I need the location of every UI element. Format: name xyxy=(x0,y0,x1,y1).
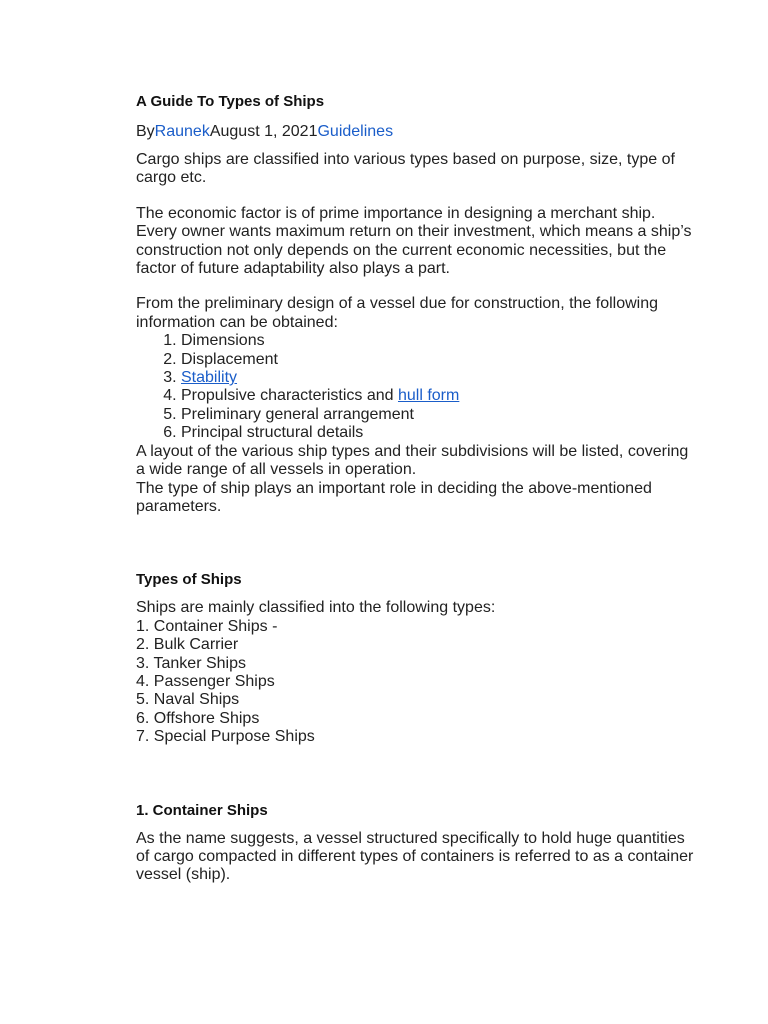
economic-paragraph: The economic factor is of prime importance in designing a merchant ship. Every owner wants maximum return on their investment, which means a ship’s construction not only depends on the current economic necessities, but the factor of future adaptability also plays a part. xyxy=(136,204,692,278)
list-item: 4. Passenger Ships xyxy=(136,672,275,690)
list-item-text: Dimensions xyxy=(181,332,265,350)
list-item xyxy=(181,406,696,424)
document-page xyxy=(136,92,696,885)
byline-by: By xyxy=(136,123,155,140)
list-item xyxy=(181,351,696,369)
list-item xyxy=(181,387,696,405)
list-item-text: Displacement xyxy=(181,350,278,368)
intro-paragraph: Cargo ships are classified into various types based on purpose, size, type of cargo etc. xyxy=(136,151,675,187)
design-lead-paragraph: From the preliminary design of a vessel due for construction, the following information can be obtained: xyxy=(136,295,659,331)
list-item: 5. Naval Ships xyxy=(136,691,240,709)
author-link[interactable]: Raunek xyxy=(154,123,210,140)
byline xyxy=(136,122,696,142)
layout-paragraph: A layout of the various ship types and their subdivisions will be listed, covering a wide range of all vessels in operation. xyxy=(136,442,689,479)
publish-date: August 1, 2021 xyxy=(209,123,318,140)
list-item: 3. Tanker Ships xyxy=(136,654,246,672)
list-item-text: Propulsive characteristics and xyxy=(181,387,398,405)
hull-form-link[interactable]: hull form xyxy=(397,387,460,405)
role-paragraph: The type of ship plays an important role in deciding the above-mentioned parameters. xyxy=(136,479,652,515)
list-item: 2. Bulk Carrier xyxy=(136,636,239,654)
list-item: 6. Offshore Ships xyxy=(136,709,260,727)
list-item-text: Preliminary general arrangement xyxy=(181,405,414,423)
list-item: 1. Container Ships - xyxy=(136,617,278,635)
article-title: A Guide To Types of Ships xyxy=(136,93,325,110)
list-item-text: Principal structural details xyxy=(181,424,364,442)
design-info-list xyxy=(136,332,696,442)
types-lead-paragraph: Ships are mainly classified into the following types: xyxy=(136,599,496,617)
list-item: 7. Special Purpose Ships xyxy=(136,728,315,746)
ship-types-list xyxy=(136,618,696,747)
list-item xyxy=(181,424,696,442)
types-heading: Types of Ships xyxy=(136,571,242,589)
container-ships-heading: 1. Container Ships xyxy=(136,801,268,819)
container-ships-paragraph: As the name suggests, a vessel structured specifically to hold huge quantities of cargo compacted in different types of containers is referred to as a container vessel (ship). xyxy=(136,829,694,884)
list-item xyxy=(181,332,696,350)
list-item xyxy=(181,369,696,387)
category-link[interactable]: Guidelines xyxy=(317,123,394,140)
stability-link[interactable]: Stability xyxy=(181,369,238,387)
